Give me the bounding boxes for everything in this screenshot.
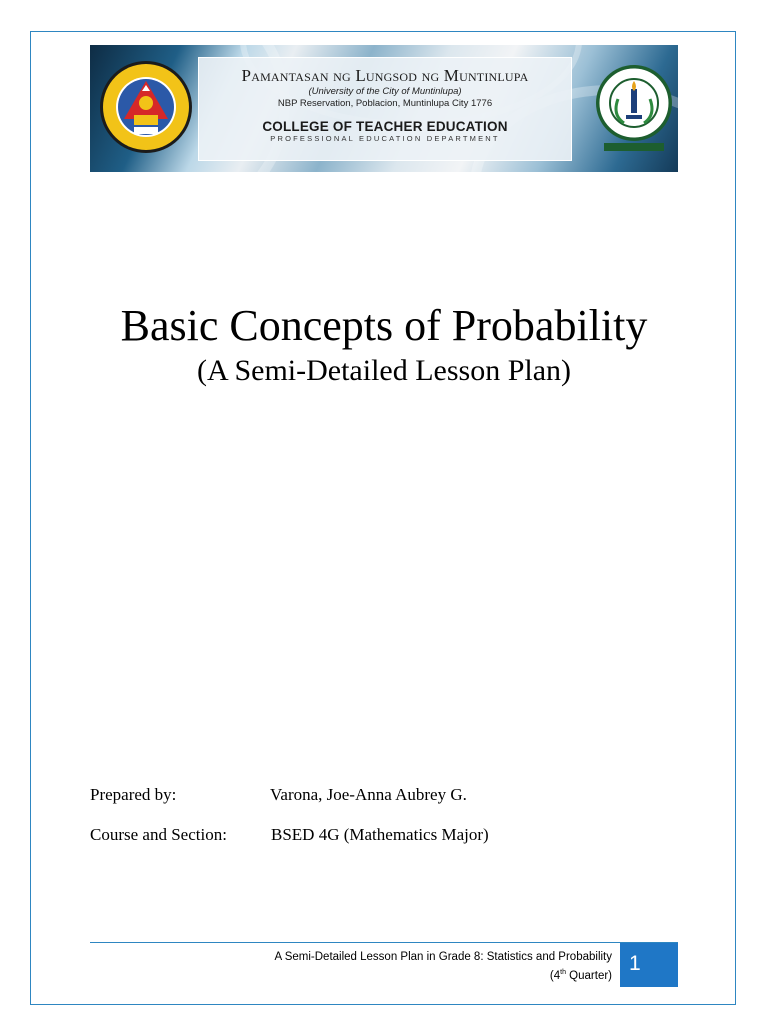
college-name: COLLEGE OF TEACHER EDUCATION [262, 119, 508, 134]
university-subtitle: (University of the City of Muntinlupa) [308, 86, 462, 97]
university-address: NBP Reservation, Poblacion, Muntinlupa City 1776 [277, 98, 493, 109]
page-border [30, 31, 736, 1005]
prepared-by-value: Varona, Joe-Anna Aubrey G. [270, 785, 467, 804]
college-seal-logo [594, 59, 674, 157]
footer-line-1: A Semi-Detailed Lesson Plan in Grade 8: Statistics and Probability [274, 951, 612, 963]
footer-caption [200, 950, 612, 984]
header-text-panel [198, 57, 572, 161]
university-name: Pamantasan ng Lungsod ng Muntinlupa [241, 66, 529, 85]
university-seal-logo [98, 59, 194, 155]
document-subtitle: (A Semi-Detailed Lesson Plan) [196, 354, 572, 387]
department-name: PROFESSIONAL EDUCATION DEPARTMENT [270, 134, 500, 143]
course-section-label: Course and Section: [90, 825, 227, 844]
footer-line-2: (4th Quarter) [549, 969, 612, 982]
document-title: Basic Concepts of Probability [120, 301, 648, 350]
page-number: 1 [620, 943, 678, 987]
prepared-by-label: Prepared by: [90, 785, 177, 804]
course-section-value: BSED 4G (Mathematics Major) [271, 825, 489, 844]
footer-divider [90, 942, 678, 943]
header-banner [90, 45, 678, 172]
